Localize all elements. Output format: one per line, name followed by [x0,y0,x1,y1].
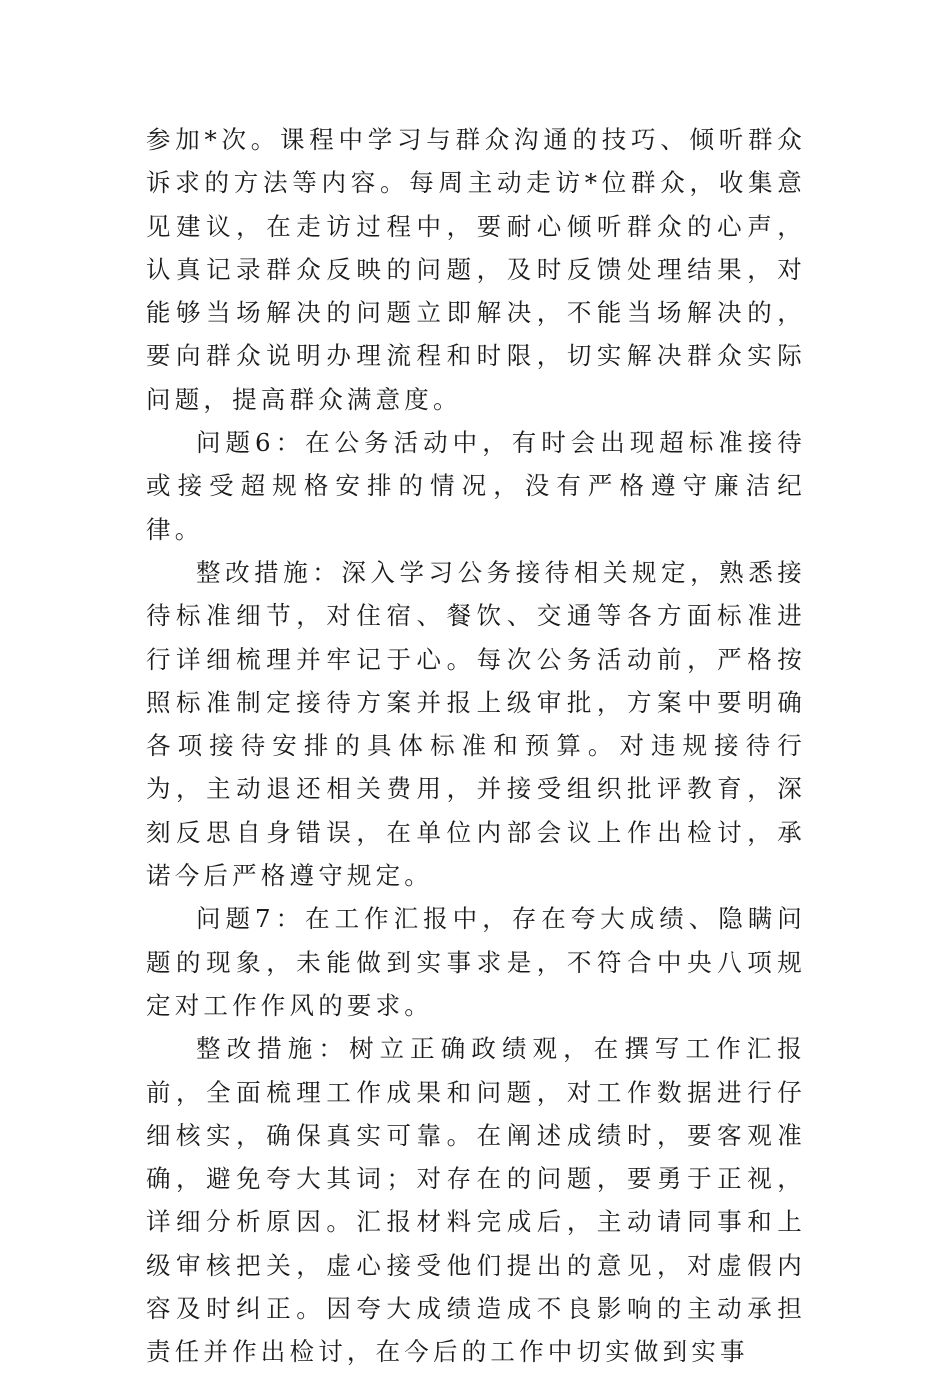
paragraph-issue-6: 问题6：在公务活动中，有时会出现超标准接待或接受超规格安排的情况，没有严格遵守廉洁纪律。 [146,428,806,544]
paragraph-issue-7: 问题7：在工作汇报中，存在夸大成绩、隐瞒问题的现象，未能做到实事求是，不符合中央八项规定对工作作风的要求。 [146,904,806,1020]
paragraph-measure-7: 整改措施：树立正确政绩观，在撰写工作汇报前，全面梳理工作成果和问题，对工作数据进行仔细核实，确保真实可靠。在阐述成绩时，要客观准确，避免夸大其词；对存在的问题，要勇于正视，详细分析原因。汇报材料完成后，主动请同事和上级审核把关，虚心接受他们提出的意见，对虚假内容及时纠正。因夸大成绩造成不良影响的主动承担责任并作出检讨，在今后的工作中切实做到实事 [146,1034,806,1367]
document-body [146,118,806,1374]
paragraph-measure-6: 整改措施：深入学习公务接待相关规定，熟悉接待标准细节，对住宿、餐饮、交通等各方面标准进行详细梳理并牢记于心。每次公务活动前，严格按照标准制定接待方案并报上级审批，方案中要明确各项接待安排的具体标准和预算。对违规接待行为，主动退还相关费用，并接受组织批评教育，深刻反思自身错误，在单位内部会议上作出检讨，承诺今后严格遵守规定。 [146,557,806,891]
paragraph-continuation: 参加*次。课程中学习与群众沟通的技巧、倾听群众诉求的方法等内容。每周主动走访*位群众，收集意见建议，在走访过程中，要耐心倾听群众的心声，认真记录群众反映的问题，及时反馈处理结果，对能够当场解决的问题立即解决，不能当场解决的，要向群众说明办理流程和时限，切实解决群众实际问题，提高群众满意度。 [146,125,806,414]
